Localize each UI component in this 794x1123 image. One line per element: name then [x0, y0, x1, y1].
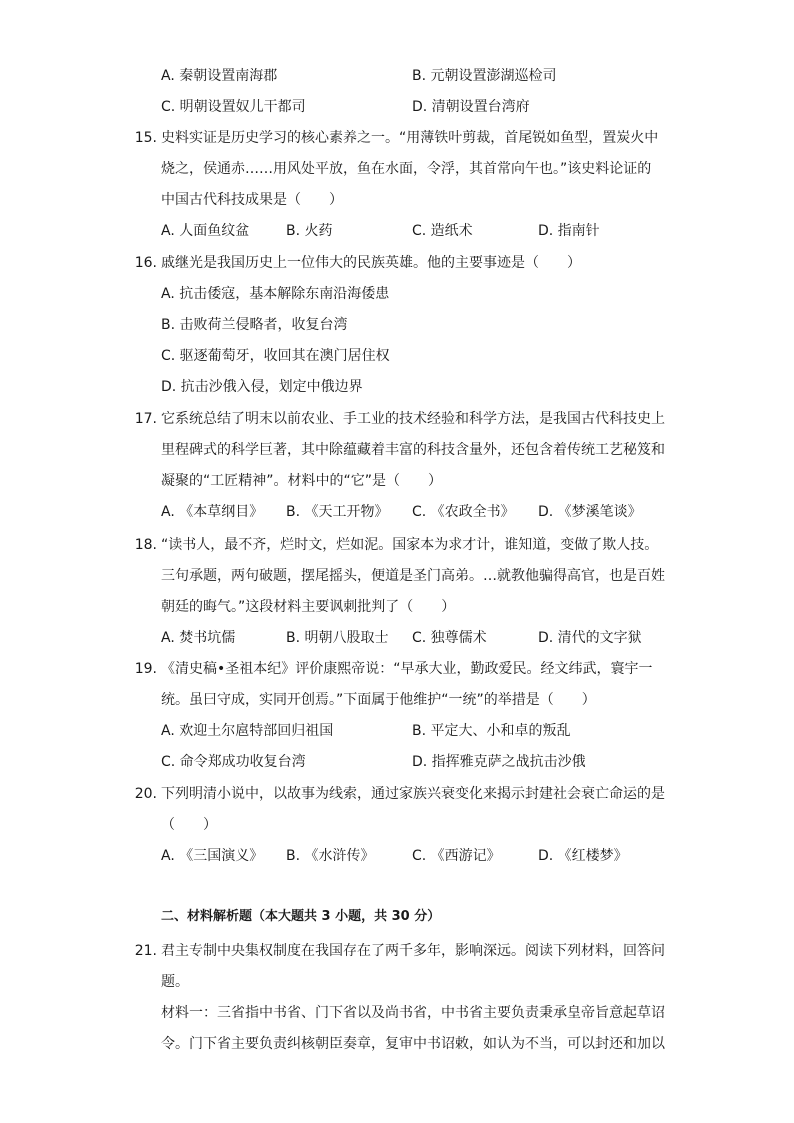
q19-option-a: A. 欢迎土尔扈特部回归祖国: [161, 723, 334, 739]
q19-stem-line-2: 统。虽曰守成，实同开创焉。”下面属于他维护“一统”的举措是（ ）: [161, 692, 596, 708]
q14-option-a: A. 秦朝设置南海郡: [161, 68, 278, 84]
q15-option-a: A. 人面鱼纹盆: [161, 223, 250, 239]
q16-option-d: D. 抗击沙俄入侵，划定中俄边界: [161, 379, 363, 395]
q20-option-d: D. 《红楼梦》: [538, 848, 628, 864]
q17-option-c: C. 《农政全书》: [412, 504, 515, 520]
q14-option-b: B. 元朝设置澎湖巡检司: [412, 68, 557, 84]
q18-stem-line-2: 三句承题，两句破题，摆尾摇头，便道是圣门高弟。…就教他骗得高官，也是百姓: [161, 568, 665, 584]
q16-option-a: A. 抗击倭寇，基本解除东南沿海倭患: [161, 286, 390, 302]
q16-number: 16.: [134, 255, 157, 271]
q21-material-line-1: 材料一：三省指中书省、门下省以及尚书省，中书省主要负责秉承皇帝旨意起草诏: [161, 1005, 665, 1021]
q19-number: 19.: [134, 661, 157, 677]
q18-option-b: B. 明朝八股取士: [286, 630, 389, 646]
q18-option-d: D. 清代的文字狱: [538, 630, 642, 646]
q21-material-line-2: 令。门下省主要负责纠核朝臣奏章，复审中书诏敕，如认为不当，可以封还和加以: [161, 1036, 665, 1052]
q16-option-c: C. 驱逐葡萄牙，收回其在澳门居住权: [161, 348, 390, 364]
q14-option-c: C. 明朝设置奴儿干都司: [161, 99, 306, 115]
q15-option-c: C. 造纸术: [412, 223, 473, 239]
q16-option-b: B. 击败荷兰侵略者，收复台湾: [161, 317, 348, 333]
q17-number: 17.: [134, 411, 157, 427]
q20-option-c: C. 《西游记》: [412, 848, 501, 864]
q21-stem-line-2: 题。: [161, 974, 189, 990]
q14-option-d: D. 清朝设置台湾府: [412, 99, 530, 115]
q15-option-d: D. 指南针: [538, 223, 600, 239]
q21-stem-line-1: 君主专制中央集权制度在我国存在了两千多年，影响深远。阅读下列材料，回答问: [161, 943, 665, 959]
q18-number: 18.: [134, 537, 157, 553]
section-title: 二、材料解析题（本大题共 3 小题，共 30 分）: [161, 909, 441, 924]
q20-option-b: B. 《水浒传》: [286, 848, 375, 864]
q20-number: 20.: [134, 786, 157, 802]
q15-stem-line-3: 中国古代科技成果是（ ）: [161, 192, 343, 208]
q17-option-a: A. 《本草纲目》: [161, 504, 264, 520]
q21-number: 21.: [134, 943, 157, 959]
q19-option-d: D. 指挥雅克萨之战抗击沙俄: [412, 754, 586, 770]
q15-option-b: B. 火药: [286, 223, 333, 239]
q20-option-a: A. 《三国演义》: [161, 848, 264, 864]
q18-stem-line-3: 朝廷的晦气。”这段材料主要讽刺批判了（ ）: [161, 599, 456, 615]
q15-stem-line-2: 烧之，侯通赤……用风处平放，鱼在水面，令浮，其首常向午也。”该史料论证的: [161, 161, 652, 177]
q17-stem-line-1: 它系统总结了明末以前农业、手工业的技术经验和科学方法，是我国古代科技史上: [161, 411, 665, 427]
q18-stem-line-1: “读书人，最不齐，烂时文，烂如泥。国家本为求才计，谁知道，变做了欺人技。: [161, 537, 659, 553]
q17-stem-line-2: 里程碑式的科学巨著，其中除蕴藏着丰富的科技含量外，还包含着传统工艺秘笈和: [161, 442, 665, 458]
q17-stem-line-3: 凝聚的“工匠精神”。材料中的“它”是（ ）: [161, 473, 443, 489]
q19-option-c: C. 命令郑成功收复台湾: [161, 754, 306, 770]
q18-option-a: A. 焚书坑儒: [161, 630, 236, 646]
q17-option-b: B. 《天工开物》: [286, 504, 389, 520]
q19-stem-line-1: 《清史稿•圣祖本纪》评价康熙帝说：“早承大业，勤政爱民。经文纬武，寰宇一: [161, 661, 653, 677]
q17-option-d: D. 《梦溪笔谈》: [538, 504, 642, 520]
q18-option-c: C. 独尊儒术: [412, 630, 487, 646]
q15-number: 15.: [134, 130, 157, 146]
q20-stem-line-1: 下列明清小说中，以故事为线索，通过家族兴衰变化来揭示封建社会衰亡命运的是: [161, 786, 665, 802]
q19-option-b: B. 平定大、小和卓的叛乱: [412, 723, 571, 739]
q15-stem-line-1: 史料实证是历史学习的核心素养之一。“用薄铁叶剪裁，首尾锐如鱼型，置炭火中: [161, 130, 659, 146]
q16-stem-line-1: 戚继光是我国历史上一位伟大的民族英雄。他的主要事迹是（ ）: [161, 255, 581, 271]
q20-stem-line-2: （ ）: [161, 817, 217, 833]
